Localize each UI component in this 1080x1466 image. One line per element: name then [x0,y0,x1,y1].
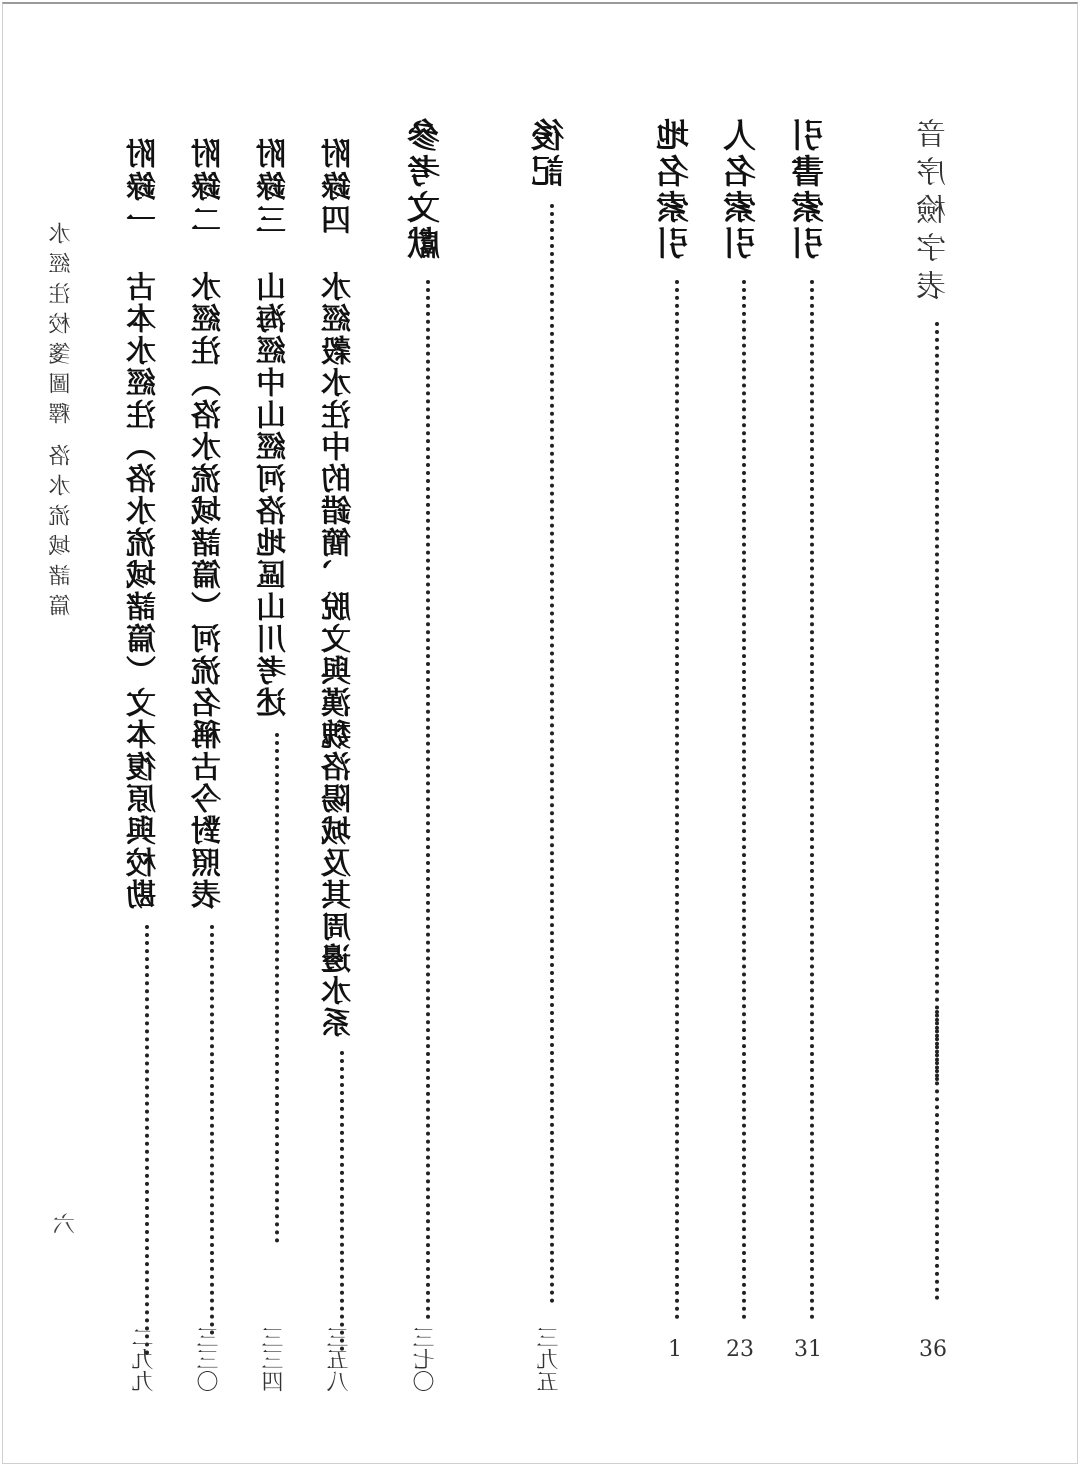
toc-entry[interactable] [915,118,955,1082]
toc-entry-title: 引書索引 [790,118,829,262]
toc-entry[interactable] [255,138,295,1243]
toc-entry-page: 三九五 [537,1326,562,1392]
toc-entry-page: 三七〇 [413,1326,438,1392]
leader-dots [546,204,554,1304]
toc-entry-title: 地名索引 [655,118,694,262]
toc-entry[interactable] [320,138,360,1351]
toc-entry-page: 三三四 [262,1326,287,1392]
toc-entry-subtitle: 古本水經注（洛水流域諸篇）文本復原與校勘 [127,271,162,911]
toc-entry-subtitle: 水經穀水注中的錯簡、脫文與漢魏洛陽城及其周邊水系 [322,271,357,1039]
folio-page-number: 六 [52,1213,75,1238]
leader-dots [931,322,939,1082]
book-title: 水經注校箋圖釋 [49,222,74,432]
leader-dots-tail [915,1010,955,1300]
toc-entry[interactable] [530,118,570,1304]
toc-entry-title: 參考文獻 [406,118,445,262]
toc-entry-page: 二九九 [132,1326,157,1392]
leader-dots [206,925,214,1335]
toc-entry[interactable] [790,118,830,1320]
toc-entry-title: 人名索引 [722,118,761,262]
toc-entry-title: 音序檢字表 [917,118,952,308]
toc-entry-title: 附錄四 [322,138,357,237]
toc-entry-page: 23 [726,1337,754,1362]
toc-entry[interactable] [406,118,446,1320]
toc-entry-page: 三五八 [327,1326,352,1392]
toc-entry[interactable] [190,138,230,1335]
toc-entry-subtitle: 山海經中山經河洛地區山川考述 [257,271,292,719]
leader-dots [671,280,679,1320]
leader-dots [806,280,814,1320]
toc-entry-title: 附錄一 [127,138,162,237]
toc-entry-title: 附錄二 [192,138,227,237]
toc-entry-page: 1 [668,1337,682,1362]
toc-entry-title: 後記 [530,118,569,190]
leader-dots [931,1010,939,1300]
toc-entry-page: 36 [919,1337,947,1362]
running-header [47,222,77,624]
leader-dots [271,733,279,1243]
toc-entry-page: 31 [794,1337,822,1362]
toc-entry[interactable] [722,118,762,1320]
toc-entry-title: 附錄三 [257,138,292,237]
leader-dots [738,280,746,1320]
toc-entry[interactable] [655,118,695,1320]
toc-entry[interactable] [125,138,165,1355]
toc-entry-page: 三三〇 [197,1326,222,1392]
leader-dots [336,1051,344,1351]
leader-dots [422,280,430,1320]
toc-entry-subtitle: 水經注（洛水流域諸篇）河流名稱古今對照表 [192,271,227,911]
leader-dots [141,925,149,1355]
volume-title: 洛水流域諸篇 [49,444,74,624]
